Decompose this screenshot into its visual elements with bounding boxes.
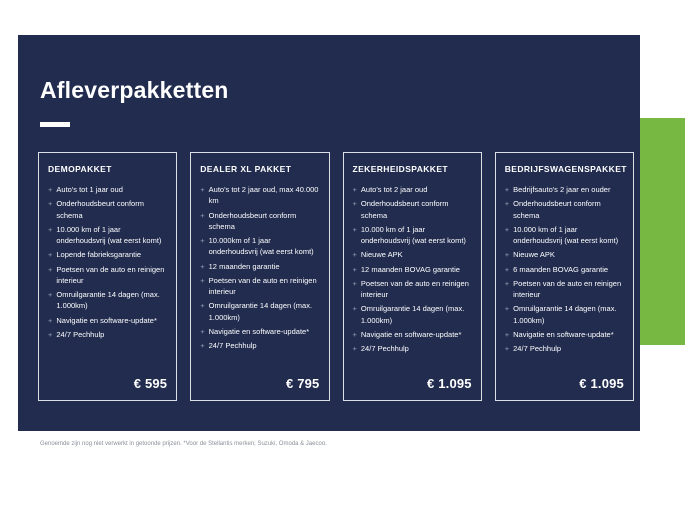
plus-bullet-icon: + [48, 315, 53, 325]
feature-text: 10.000 km of 1 jaar onderhoudsvrij (wat eerst komt) [56, 224, 162, 245]
feature-item [505, 249, 624, 260]
feature-item [505, 343, 624, 354]
feature-item [353, 343, 472, 354]
feature-text: Auto's tot 2 jaar oud, max 40.000 km [208, 185, 319, 206]
feature-item [353, 224, 472, 247]
feature-text: Navigatie en software-update* [56, 315, 157, 325]
plus-bullet-icon: + [200, 341, 205, 350]
feature-text: 24/7 Pechhulp [513, 344, 562, 353]
plus-bullet-icon: + [48, 250, 53, 260]
feature-item [48, 329, 167, 340]
feature-item [505, 329, 624, 340]
feature-text: 24/7 Pechhulp [208, 341, 257, 350]
feature-item [505, 224, 624, 247]
feature-item [353, 278, 472, 301]
plus-bullet-icon: + [48, 199, 53, 209]
feature-list [353, 184, 472, 357]
plus-bullet-icon: + [504, 329, 510, 339]
package-price: € 1.095 [579, 376, 624, 391]
feature-item [200, 300, 319, 323]
feature-item [48, 315, 167, 326]
feature-list [48, 184, 167, 343]
feature-text: 10.000 km of 1 jaar onderhoudsvrij (wat eerst komt) [360, 224, 466, 245]
feature-text: 12 maanden garantie [208, 261, 280, 271]
packages-row [38, 152, 634, 401]
feature-text: Poetsen van de auto en reinigen interieur [208, 275, 317, 296]
plus-bullet-icon: + [352, 278, 357, 288]
feature-text: Onderhoudsbeurt conform schema [360, 199, 449, 220]
feature-text: 24/7 Pechhulp [360, 344, 409, 353]
plus-bullet-icon: + [352, 199, 357, 209]
plus-bullet-icon: + [48, 224, 53, 234]
feature-item [48, 249, 167, 260]
plus-bullet-icon: + [352, 264, 357, 274]
green-accent-shape [640, 118, 685, 345]
feature-text: Navigatie en software-update* [513, 329, 614, 339]
feature-item [353, 329, 472, 340]
feature-text: Onderhoudsbeurt conform schema [513, 199, 601, 220]
feature-item [505, 198, 624, 221]
feature-text: 24/7 Pechhulp [56, 329, 105, 339]
feature-list [505, 184, 624, 357]
plus-bullet-icon: + [48, 290, 53, 299]
feature-item [505, 264, 624, 275]
plus-bullet-icon: + [504, 264, 510, 274]
feature-item [200, 210, 319, 233]
feature-text: Poetsen van de auto en reinigen interieur [360, 278, 469, 299]
feature-text: Onderhoudsbeurt conform schema [208, 210, 297, 231]
plus-bullet-icon: + [352, 344, 357, 353]
plus-bullet-icon: + [352, 304, 357, 314]
feature-text: 6 maanden BOVAG garantie [513, 264, 609, 274]
feature-item [353, 184, 472, 195]
package-price: € 795 [285, 376, 320, 391]
package-card-bedrijfswagenspakket [495, 152, 634, 401]
package-title: DEALER XL PAKKET [200, 164, 292, 174]
plus-bullet-icon: + [504, 344, 510, 353]
package-title: DEMOPAKKET [48, 164, 112, 174]
feature-text: Navigatie en software-update* [208, 326, 310, 336]
feature-item [200, 340, 319, 351]
feature-item [353, 303, 472, 326]
feature-text: Auto's tot 2 jaar oud [360, 185, 428, 194]
plus-bullet-icon: + [352, 250, 357, 260]
plus-bullet-icon: + [200, 236, 205, 245]
plus-bullet-icon: + [200, 301, 205, 311]
plus-bullet-icon: + [48, 264, 53, 274]
feature-text: Omruilgarantie 14 dagen (max. 1.000km) [56, 290, 160, 311]
feature-item [48, 184, 167, 195]
feature-text: 10.000km of 1 jaar onderhoudsvrij (wat eerst komt) [208, 236, 314, 257]
plus-bullet-icon: + [504, 250, 510, 260]
feature-item [353, 198, 472, 221]
feature-text: Nieuwe APK [360, 250, 403, 260]
feature-item [200, 235, 319, 258]
feature-text: Onderhoudsbeurt conform schema [56, 199, 144, 220]
plus-bullet-icon: + [200, 185, 205, 194]
feature-text: Nieuwe APK [513, 250, 555, 260]
plus-bullet-icon: + [504, 304, 510, 314]
title-underline [40, 122, 70, 127]
feature-text: Lopende fabrieksgarantie [56, 250, 142, 260]
feature-item [505, 303, 624, 326]
plus-bullet-icon: + [48, 185, 53, 194]
feature-item [200, 261, 319, 272]
feature-item [200, 275, 319, 298]
feature-item [505, 278, 624, 301]
plus-bullet-icon: + [352, 185, 357, 194]
package-card-dealer-xl-pakket [190, 152, 329, 401]
plus-bullet-icon: + [200, 275, 205, 285]
feature-text: Omruilgarantie 14 dagen (max. 1.000km) [208, 301, 313, 322]
feature-list [200, 184, 319, 354]
feature-item [48, 289, 167, 312]
feature-text: 12 maanden BOVAG garantie [360, 264, 460, 274]
feature-text: 10.000 km of 1 jaar onderhoudsvrij (wat eerst komt) [513, 224, 619, 245]
plus-bullet-icon: + [200, 210, 205, 220]
plus-bullet-icon: + [504, 199, 510, 209]
feature-item [48, 264, 167, 287]
footnote-text: Genoemde zijn nog niet verwerkt in getoonde prijzen. *Voor de Stellantis merken; Suzuki, Omoda & Jaecoo. [40, 441, 327, 447]
package-price: € 1.095 [426, 376, 472, 391]
plus-bullet-icon: + [504, 224, 510, 234]
page-title: Afleverpakketten [40, 77, 229, 103]
feature-text: Omruilgarantie 14 dagen (max. 1.000km) [513, 304, 617, 325]
feature-text: Navigatie en software-update* [360, 329, 462, 339]
feature-item [48, 198, 167, 221]
feature-text: Omruilgarantie 14 dagen (max. 1.000km) [360, 304, 465, 325]
plus-bullet-icon: + [352, 329, 357, 339]
feature-item [48, 224, 167, 247]
plus-bullet-icon: + [48, 329, 53, 339]
package-price: € 595 [133, 376, 168, 391]
package-card-zekerheidspakket [343, 152, 482, 401]
feature-item [353, 264, 472, 275]
slide-panel [18, 35, 640, 431]
package-card-demopakket [38, 152, 177, 401]
feature-item [200, 326, 319, 337]
plus-bullet-icon: + [200, 261, 205, 271]
feature-text: Auto's tot 1 jaar oud [56, 185, 123, 194]
package-title: ZEKERHEIDSPAKKET [352, 164, 449, 174]
feature-item [200, 184, 319, 207]
feature-item [353, 249, 472, 260]
feature-text: Poetsen van de auto en reinigen interieur [513, 278, 622, 299]
feature-text: Bedrijfsauto's 2 jaar en ouder [513, 185, 611, 194]
feature-text: Poetsen van de auto en reinigen interieur [56, 264, 165, 285]
plus-bullet-icon: + [504, 278, 510, 288]
package-title: BEDRIJFSWAGENSPAKKET [504, 164, 627, 174]
plus-bullet-icon: + [200, 326, 205, 336]
plus-bullet-icon: + [352, 224, 357, 234]
feature-item [505, 184, 624, 195]
plus-bullet-icon: + [504, 185, 510, 194]
